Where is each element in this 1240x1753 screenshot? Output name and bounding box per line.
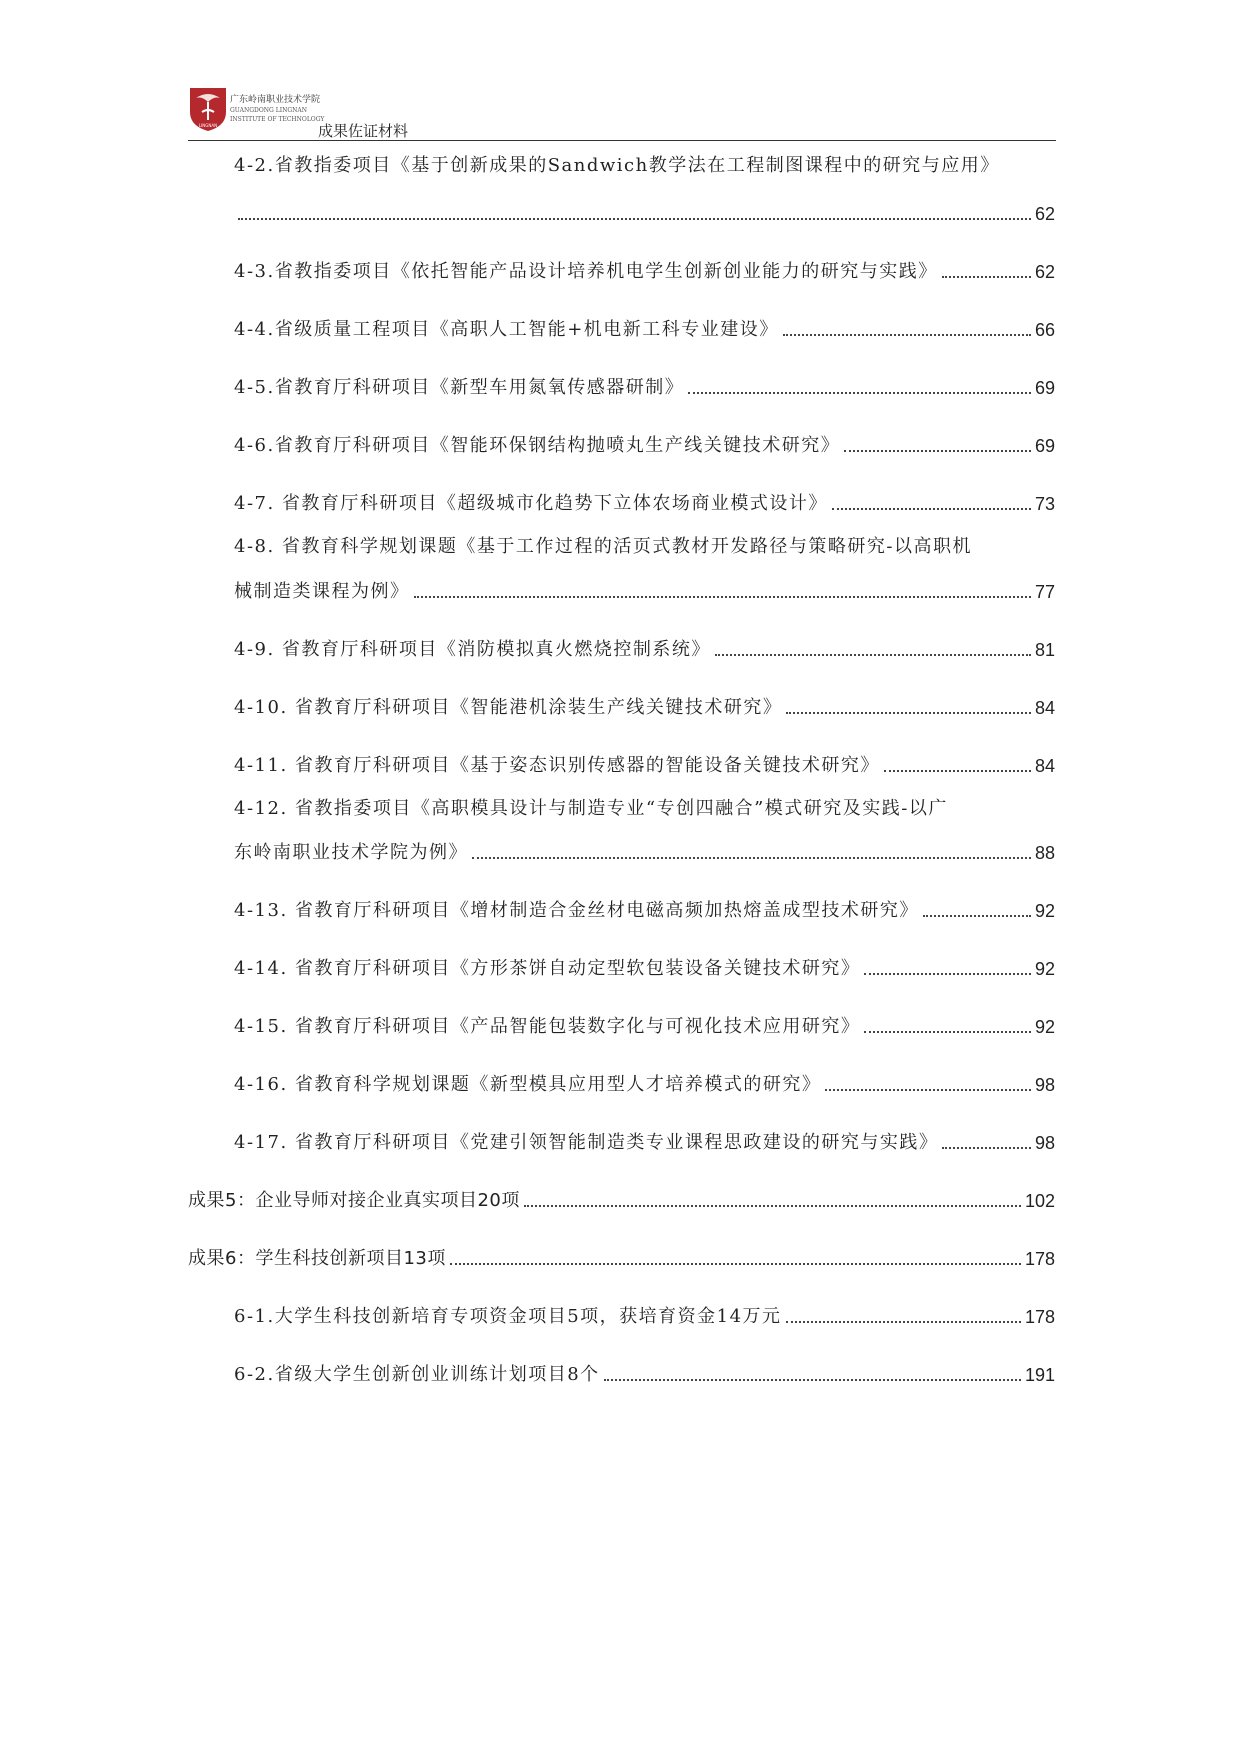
toc-entry-page: 178 bbox=[1024, 1307, 1055, 1327]
dot-leader bbox=[923, 915, 1031, 917]
dot-leader bbox=[844, 450, 1031, 452]
school-logo-icon bbox=[188, 86, 228, 132]
page-header bbox=[188, 86, 1056, 142]
toc-entry-title: 东岭南职业技术学院为例》 bbox=[234, 842, 468, 863]
toc-entry-4-12[interactable] bbox=[234, 841, 1055, 865]
dot-leader bbox=[942, 1147, 1031, 1149]
dot-leader bbox=[864, 1031, 1031, 1033]
toc-section-page: 178 bbox=[1024, 1249, 1055, 1269]
dot-leader bbox=[942, 276, 1031, 278]
toc-entry-4-10[interactable] bbox=[234, 696, 1055, 720]
toc-entry-4-5[interactable] bbox=[234, 376, 1055, 400]
toc-entry-title: 4-17. 省教育厅科研项目《党建引领智能制造类专业课程思政建设的研究与实践》 bbox=[234, 1132, 939, 1153]
toc-entry-page: 92 bbox=[1034, 1017, 1055, 1037]
toc-entry-page: 98 bbox=[1034, 1075, 1055, 1095]
toc-entry-page: 92 bbox=[1034, 959, 1055, 979]
school-name-en-1: GUANGDONG LINGNAN bbox=[230, 107, 307, 114]
toc-entry-page: 98 bbox=[1034, 1133, 1055, 1153]
toc-entry-4-15[interactable] bbox=[234, 1015, 1055, 1039]
dot-leader bbox=[604, 1379, 1021, 1381]
toc-section-page: 102 bbox=[1024, 1191, 1055, 1211]
school-name-cn: 广东岭南职业技术学院 bbox=[230, 95, 321, 105]
dot-leader bbox=[414, 596, 1031, 598]
school-name-en-2: INSTITUTE OF TECHNOLOGY bbox=[230, 116, 325, 123]
toc-entry-title: 4-4.省级质量工程项目《高职人工智能+机电新工科专业建设》 bbox=[234, 319, 779, 340]
dot-leader bbox=[688, 392, 1031, 394]
toc-entry-title: 4-10. 省教育厅科研项目《智能港机涂装生产线关键技术研究》 bbox=[234, 697, 783, 718]
toc-section-result-6[interactable] bbox=[188, 1247, 1055, 1271]
toc-entry-4-8-line1: 4-8. 省教育科学规划课题《基于工作过程的活页式教材开发路径与策略研究-以高职机 bbox=[234, 536, 973, 557]
toc-entry-title: 4-3.省教指委项目《依托智能产品设计培养机电学生创新创业能力的研究与实践》 bbox=[234, 261, 938, 282]
toc-entry-4-14[interactable] bbox=[234, 957, 1055, 981]
dot-leader bbox=[884, 770, 1031, 772]
toc-entry-page: 84 bbox=[1034, 756, 1055, 776]
dot-leader bbox=[238, 218, 1031, 220]
dot-leader bbox=[472, 857, 1031, 859]
toc-entry-4-2-line1: 4-2.省教指委项目《基于创新成果的Sandwich教学法在工程制图课程中的研究与应用》 bbox=[234, 155, 1000, 176]
toc-entry-title: 4-13. 省教育厅科研项目《增材制造合金丝材电磁高频加热熔盖成型技术研究》 bbox=[234, 900, 919, 921]
svg-text:LINGNAN: LINGNAN bbox=[198, 123, 218, 128]
dot-leader bbox=[715, 654, 1031, 656]
dot-leader bbox=[864, 973, 1031, 975]
toc-entry-page: 69 bbox=[1034, 378, 1055, 398]
header-rule bbox=[188, 140, 1056, 141]
toc-entry-page: 81 bbox=[1034, 640, 1055, 660]
toc-entry-4-13[interactable] bbox=[234, 899, 1055, 923]
toc-entry-4-11[interactable] bbox=[234, 754, 1055, 778]
toc-entry-page: 62 bbox=[1034, 262, 1055, 282]
document-title: 成果佐证材料 bbox=[318, 122, 409, 140]
toc-entry-4-4[interactable] bbox=[234, 318, 1055, 342]
toc-entry-page: 88 bbox=[1034, 843, 1055, 863]
toc-entry-title: 4-6.省教育厅科研项目《智能环保钢结构抛喷丸生产线关键技术研究》 bbox=[234, 435, 841, 456]
toc-entry-page: 77 bbox=[1034, 582, 1055, 602]
toc-entry-title: 4-5.省教育厅科研项目《新型车用氮氧传感器研制》 bbox=[234, 377, 685, 398]
toc-entry-title: 4-14. 省教育厅科研项目《方形茶饼自动定型软包装设备关键技术研究》 bbox=[234, 958, 861, 979]
toc-entry-title: 4-11. 省教育厅科研项目《基于姿态识别传感器的智能设备关键技术研究》 bbox=[234, 755, 880, 776]
dot-leader bbox=[524, 1205, 1021, 1207]
toc-entry-4-8[interactable] bbox=[234, 580, 1055, 604]
dot-leader bbox=[786, 712, 1031, 714]
dot-leader bbox=[825, 1089, 1031, 1091]
toc-entry-4-9[interactable] bbox=[234, 638, 1055, 662]
toc-section-title: 成果6：学生科技创新项目13项 bbox=[188, 1248, 446, 1269]
toc-entry-4-7[interactable] bbox=[234, 492, 1055, 516]
toc-entry-page: 66 bbox=[1034, 320, 1055, 340]
toc-entry-4-2[interactable] bbox=[234, 202, 1055, 226]
toc-entry-page: 73 bbox=[1034, 494, 1055, 514]
dot-leader bbox=[450, 1263, 1021, 1265]
toc-entry-4-12-line1: 4-12. 省教指委项目《高职模具设计与制造专业“专创四融合”模式研究及实践-以广 bbox=[234, 798, 948, 819]
toc-entry-6-1[interactable] bbox=[234, 1305, 1055, 1329]
toc-entry-title: 4-15. 省教育厅科研项目《产品智能包装数字化与可视化技术应用研究》 bbox=[234, 1016, 861, 1037]
school-name bbox=[230, 96, 324, 123]
toc-entry-4-17[interactable] bbox=[234, 1131, 1055, 1155]
toc-entry-page: 62 bbox=[1034, 204, 1055, 224]
toc-entry-6-2[interactable] bbox=[234, 1363, 1055, 1387]
toc-entry-title: 4-9. 省教育厅科研项目《消防模拟真火燃烧控制系统》 bbox=[234, 639, 711, 660]
toc-section-title: 成果5：企业导师对接企业真实项目20项 bbox=[188, 1190, 520, 1211]
toc-entry-4-3[interactable] bbox=[234, 260, 1055, 284]
toc-entry-title: 6-1.大学生科技创新培育专项资金项目5项，获培育资金14万元 bbox=[234, 1306, 782, 1327]
toc-entry-page: 92 bbox=[1034, 901, 1055, 921]
toc-entry-page: 191 bbox=[1024, 1365, 1055, 1385]
toc-entry-title: 械制造类课程为例》 bbox=[234, 581, 410, 602]
toc-section-result-5[interactable] bbox=[188, 1189, 1055, 1213]
toc-entry-4-6[interactable] bbox=[234, 434, 1055, 458]
dot-leader bbox=[786, 1321, 1021, 1323]
toc-entry-title: 4-7. 省教育厅科研项目《超级城市化趋势下立体农场商业模式设计》 bbox=[234, 493, 828, 514]
dot-leader bbox=[832, 508, 1031, 510]
toc-entry-page: 69 bbox=[1034, 436, 1055, 456]
toc-entry-page: 84 bbox=[1034, 698, 1055, 718]
toc-entry-title: 6-2.省级大学生创新创业训练计划项目8个 bbox=[234, 1364, 600, 1385]
dot-leader bbox=[783, 334, 1031, 336]
toc-entry-title: 4-16. 省教育科学规划课题《新型模具应用型人才培养模式的研究》 bbox=[234, 1074, 822, 1095]
toc-entry-4-16[interactable] bbox=[234, 1073, 1055, 1097]
